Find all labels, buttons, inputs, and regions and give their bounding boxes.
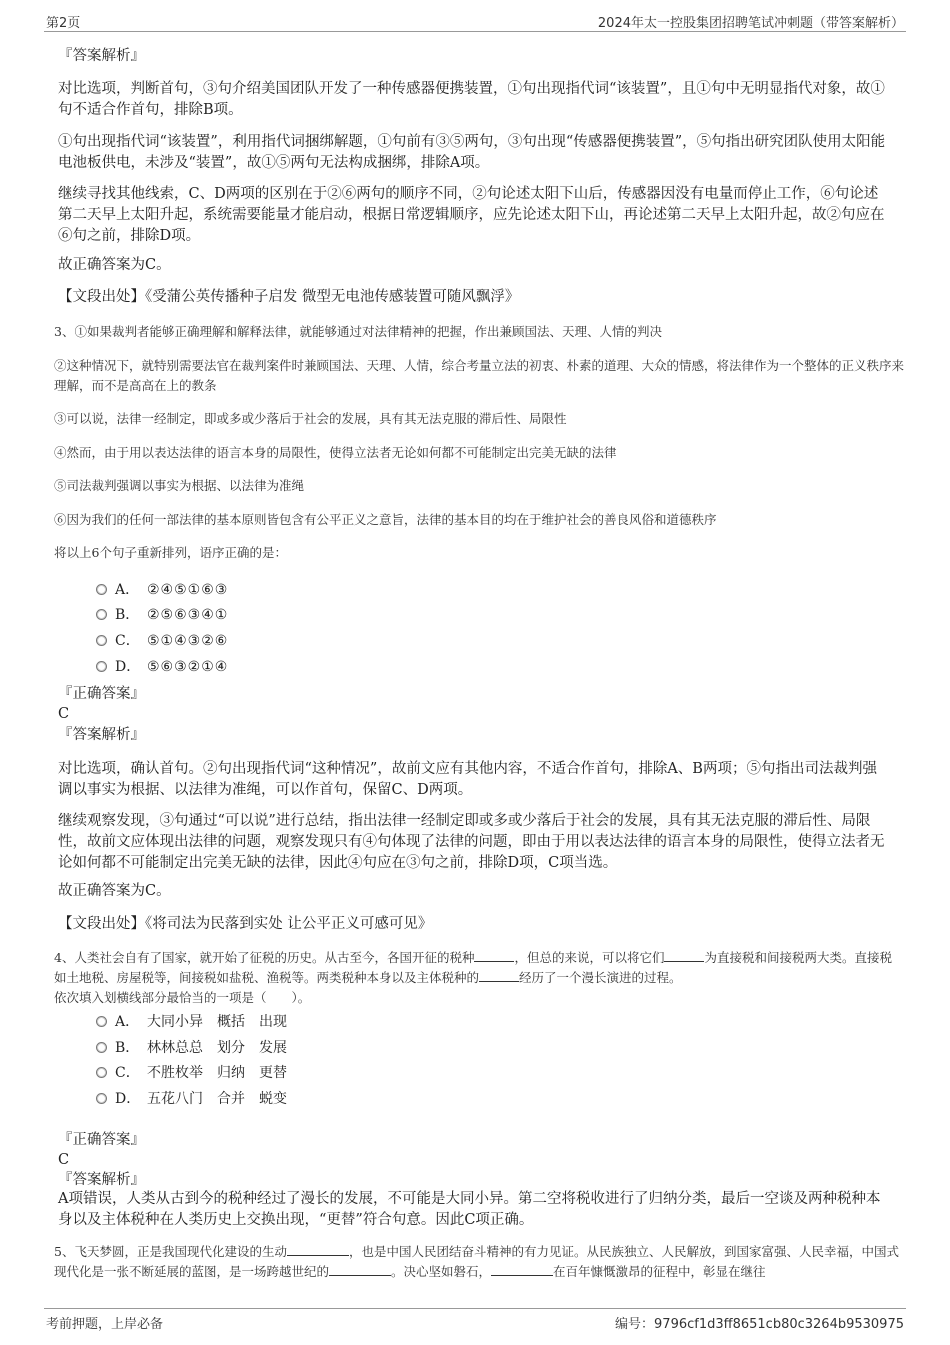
question-4-prompt: 依次填入划横线部分最恰当的一项是（ ）。 bbox=[54, 990, 311, 1005]
radio-button[interactable] bbox=[96, 584, 107, 595]
header-divider bbox=[44, 31, 906, 32]
radio-button[interactable] bbox=[96, 609, 107, 620]
correct-answer: C bbox=[58, 706, 70, 722]
analysis-paragraph: A项错误，人类从古到今的税种经过了漫长的发展，不可能是大同小异。第二空将税收进行了归纳分类，最后一空谈及两种税种本身以及主体税种在人类历史上交换出现，“更替”符合句意。因此C项正确。 bbox=[58, 1191, 881, 1228]
footer-divider bbox=[44, 1308, 906, 1309]
option-c[interactable] bbox=[96, 631, 228, 651]
document-code: 编号：9796cf1d3ff8651cb80c3264b9530975 bbox=[615, 1317, 904, 1332]
question-3-sentence-4: ④然而，由于用以表达法律的语言本身的局限性，使得立法者无论如何都不可能制定出完美无缺的法律 bbox=[54, 445, 617, 460]
question-3-sentence-1: 3、①如果裁判者能够正确理解和解释法律，就能够通过对法律精神的把握，作出兼顾国法、天理、人情的判决 bbox=[54, 324, 662, 339]
option-b[interactable] bbox=[96, 605, 228, 625]
option-text: 林林总总 划分 发展 bbox=[147, 1040, 287, 1056]
fill-blank bbox=[329, 1263, 391, 1276]
question-3-sentence-3: ③可以说，法律一经制定，即或多或少落后于社会的发展，具有其无法克服的滞后性、局限性 bbox=[54, 411, 567, 426]
analysis-paragraph: ①句出现指代词“该装置”，利用指代词捆绑解题，①句前有③⑤两句，③句出现“传感器便携装置”，⑤句指出研究团队使用太阳能电池板供电，未涉及“装置”，故①⑤两句无法构成捆绑，排除A项。 bbox=[58, 134, 886, 171]
option-c[interactable] bbox=[96, 1063, 287, 1083]
fill-blank bbox=[474, 949, 514, 962]
option-letter: C． bbox=[115, 633, 140, 649]
option-letter: B． bbox=[115, 1040, 140, 1056]
correct-answer: C bbox=[58, 1152, 70, 1168]
option-d[interactable] bbox=[96, 1089, 287, 1109]
option-d[interactable] bbox=[96, 657, 228, 677]
option-text: ⑤①④③②⑥ bbox=[147, 633, 229, 649]
source-citation: 【文段出处】《将司法为民落到实处 让公平正义可感可见》 bbox=[58, 916, 433, 932]
question-3-sentence-2: ②这种情况下，就特别需要法官在裁判案件时兼顾国法、天理、人情，综合考量立法的初衷、朴素的道理、大众的情感，将法律作为一个整体的正义秩序来理解，而不是高高在上的教条 bbox=[54, 358, 905, 393]
radio-button[interactable] bbox=[96, 1042, 107, 1053]
option-text: 五花八门 合并 蜕变 bbox=[147, 1091, 287, 1107]
radio-button[interactable] bbox=[96, 1093, 107, 1104]
question-4-stem: 4、人类社会自有了国家，就开始了征税的历史。从古至今，各国开征的税种 ，但总的来说，可以将它们 为直接税和间接税两大类。直接税如土地税、房屋税等，间接税如盐税、渔税等。两类税种本身以及主体税种的 经历了一个漫长演进的过程。 bbox=[54, 950, 892, 985]
option-text: 大同小异 概括 出现 bbox=[147, 1014, 287, 1030]
footer-slogan: 考前押题，上岸必备 bbox=[46, 1317, 164, 1332]
option-text: ②④⑤①⑥③ bbox=[147, 582, 229, 598]
question-3-sentence-5: ⑤司法裁判强调以事实为根据、以法律为准绳 bbox=[54, 478, 305, 493]
analysis-paragraph: 对比选项，判断首句，③句介绍美国团队开发了一种传感器便携装置，①句出现指代词“该装置”，且①句中无明显指代对象，故①句不适合作首句，排除B项。 bbox=[58, 81, 885, 118]
analysis-paragraph: 继续寻找其他线索，C、D两项的区别在于②⑥两句的顺序不同，②句论述太阳下山后，传感器因没有电量而停止工作，⑥句论述第二天早上太阳升起，系统需要能量才能启动，根据日常逻辑顺序，应先论述太阳下山，再论述第二天早上太阳升起，故②句应在⑥句之前，排除D项。 bbox=[58, 186, 885, 244]
analysis-label: 『答案解析』 bbox=[58, 48, 145, 64]
fill-blank bbox=[287, 1243, 349, 1256]
document-title: 2024年太一控股集团招聘笔试冲刺题（带答案解析） bbox=[597, 16, 904, 31]
analysis-paragraph: 继续观察发现，③句通过“可以说”进行总结，指出法律一经制定即或多或少落后于社会的发展，具有其无法克服的滞后性、局限性，故前文应体现出法律的问题，观察发现只有④句体现了法律的问题，即由于用以表达法律的语言本身的局限性，使得立法者无论如何都不可能制定出完美无缺的法律，因此④句应在③句之前，排除D项，C项当选。 bbox=[58, 813, 885, 871]
option-text: ②⑤⑥③④① bbox=[147, 607, 229, 623]
radio-button[interactable] bbox=[96, 1067, 107, 1078]
correct-answer-label: 『正确答案』 bbox=[58, 1132, 145, 1148]
conclusion: 故正确答案为C。 bbox=[58, 257, 171, 273]
conclusion: 故正确答案为C。 bbox=[58, 883, 171, 899]
question-3-prompt: 将以上6个句子重新排列，语序正确的是： bbox=[54, 545, 287, 560]
question-3-sentence-6: ⑥因为我们的任何一部法律的基本原则皆包含有公平正义之意旨，法律的基本目的均在于维护社会的善良风俗和道德秩序 bbox=[54, 512, 717, 527]
radio-button[interactable] bbox=[96, 661, 107, 672]
option-a[interactable] bbox=[96, 1012, 287, 1032]
option-letter: A． bbox=[115, 1014, 140, 1030]
option-letter: D． bbox=[115, 1091, 141, 1107]
option-text: ⑤⑥③②①④ bbox=[147, 659, 229, 675]
analysis-label: 『答案解析』 bbox=[58, 727, 145, 743]
option-b[interactable] bbox=[96, 1038, 287, 1058]
analysis-paragraph: 对比选项，确认首句。②句出现指代词“这种情况”，故前文应有其他内容，不适合作首句，排除A、B两项；⑤句指出司法裁判强调以事实为根据、以法律为准绳，可以作首句，保留C、D两项。 bbox=[58, 761, 877, 798]
option-letter: D． bbox=[115, 659, 141, 675]
radio-button[interactable] bbox=[96, 1016, 107, 1027]
fill-blank bbox=[479, 969, 519, 982]
option-text: 不胜枚举 归纳 更替 bbox=[147, 1065, 287, 1081]
source-citation: 【文段出处】《受蒲公英传播种子启发 微型无电池传感装置可随风飘浮》 bbox=[58, 289, 520, 305]
fill-blank bbox=[491, 1263, 553, 1276]
fill-blank bbox=[664, 949, 704, 962]
radio-button[interactable] bbox=[96, 635, 107, 646]
option-a[interactable] bbox=[96, 580, 228, 600]
option-letter: C． bbox=[115, 1065, 140, 1081]
option-letter: A． bbox=[115, 582, 140, 598]
page-number: 第2页 bbox=[46, 16, 81, 31]
question-5-stem: 5、飞天梦圆，正是我国现代化建设的生动 ，也是中国人民团结奋斗精神的有力见证。从民族独立、人民解放，到国家富强、人民幸福，中国式现代化是一张不断延展的蓝图，是一场跨越世纪的 。决心坚如磐石， 在百年慷慨激昂的征程中，彰显在继往 bbox=[54, 1244, 899, 1279]
analysis-label: 『答案解析』 bbox=[58, 1172, 145, 1188]
option-letter: B． bbox=[115, 607, 140, 623]
correct-answer-label: 『正确答案』 bbox=[58, 686, 145, 702]
